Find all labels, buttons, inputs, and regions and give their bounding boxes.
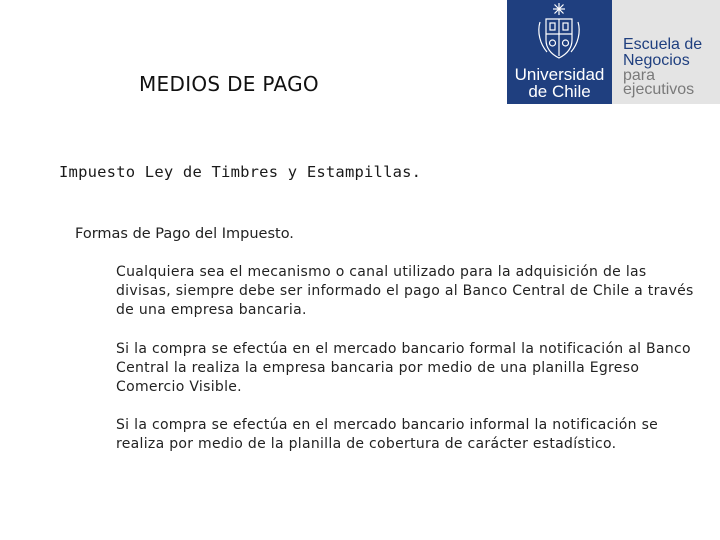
paragraph-2: Si la compra se efectúa en el mercado bancario formal la notificación al Banco Central la realiza la empresa bancaria por medio de una planilla Egreso Comercio Visible. — [116, 341, 691, 395]
logo-school-line3: para — [623, 67, 656, 84]
logo-school-line2: Negocios — [623, 52, 690, 69]
university-crest-icon — [507, 0, 612, 62]
paragraph-1: Cualquiera sea el mecanismo o canal utilizado para la adquisición de las divisas, siempre debe ser informado el pago al Banco Central de Chile a través de una empresa bancaria. — [116, 264, 694, 318]
logo-school-line1: Escuela de — [623, 36, 703, 53]
section-heading: Formas de Pago del Impuesto. — [75, 226, 294, 242]
slide-title: MEDIOS DE PAGO — [139, 72, 319, 96]
paragraph-3: Si la compra se efectúa en el mercado bancario informal la notificación se realiza por medio de la planilla de cobertura de carácter estadístico. — [116, 417, 659, 452]
logo-university-line2: de Chile — [528, 82, 591, 101]
logo-school-line4: ejecutivos — [623, 81, 695, 98]
logo-university-line1: Universidad — [514, 65, 605, 84]
university-logo — [507, 0, 612, 104]
business-school-logo — [612, 0, 720, 104]
slide-subtitle: Impuesto Ley de Timbres y Estampillas. — [59, 163, 422, 181]
